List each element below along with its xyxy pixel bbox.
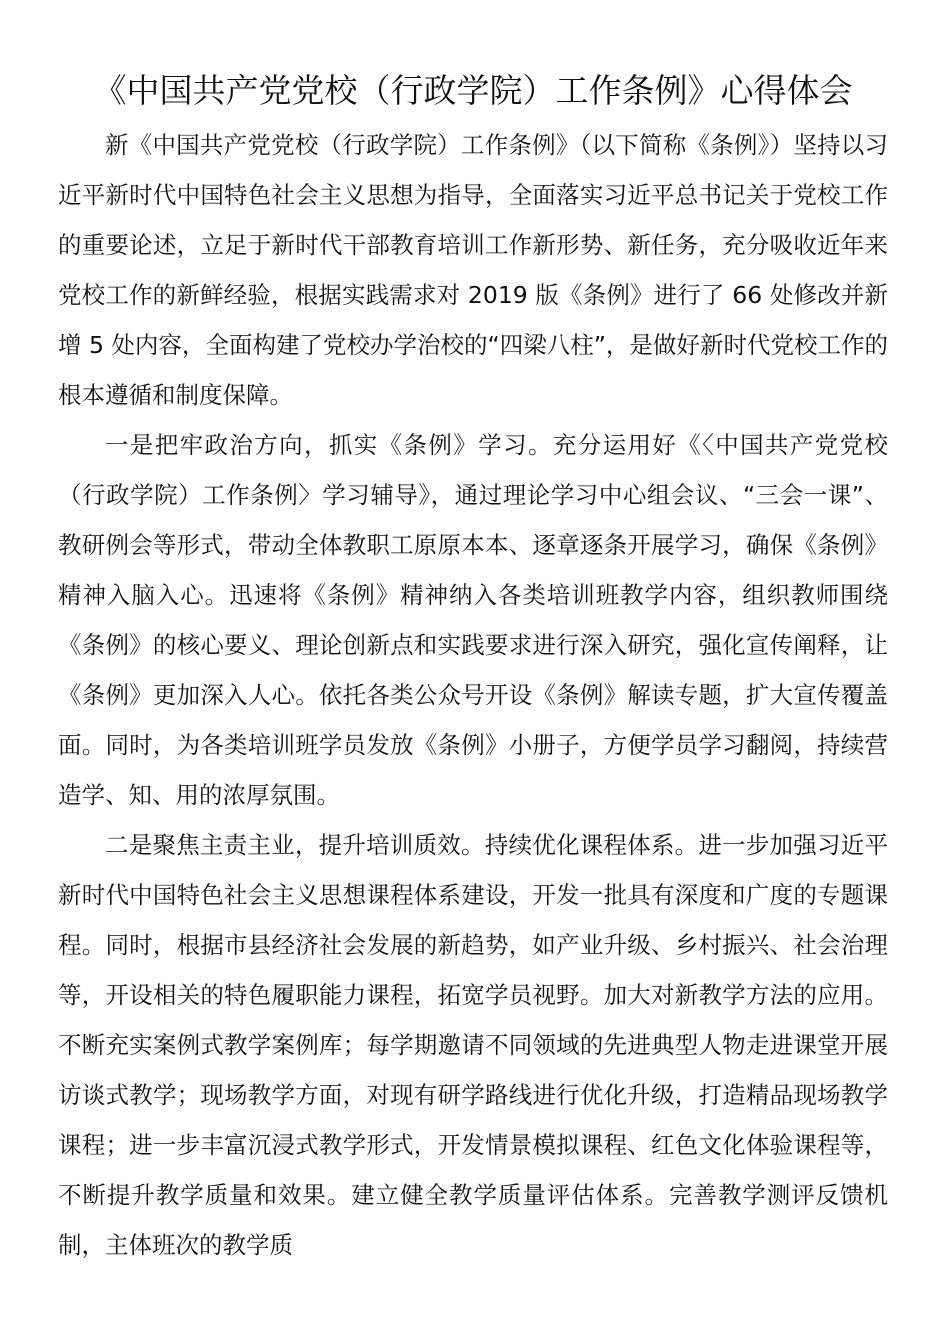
paragraph-point-one: 一是把牢政治方向，抓实《条例》学习。充分运用好《〈中国共产党党校（行政学院）工作条例〉学习辅导》，通过理论学习中心组会议、“三会一课”、教研例会等形式，带动全体教职工原原本本、逐章逐条开展学习，确保《条例》精神入脑入心。迅速将《条例》精神纳入各类培训班教学内容，组织教师围绕《条例》的核心要义、理论创新点和实践要求进行深入研究，强化宣传阐释，让《条例》更加深入人心。依托各类公众号开设《条例》解读专题，扩大宣传覆盖面。同时，为各类培训班学员发放《条例》小册子，方便学员学习翻阅，持续营造学、知、用的浓厚氛围。 xyxy=(58,431,888,809)
document-page xyxy=(58,62,888,1270)
paragraph-point-two: 二是聚焦主责主业，提升培训质效。持续优化课程体系。进一步加强习近平新时代中国特色社会主义思想课程体系建设，开发一批具有深度和广度的专题课程。同时，根据市县经济社会发展的新趋势，如产业升级、乡村振兴、社会治理等，开设相关的特色履职能力课程，拓宽学员视野。加大对新教学方法的应用。不断充实案例式教学案例库；每学期邀请不同领域的先进典型人物走进课堂开展访谈式教学；现场教学方面，对现有研学路线进行优化升级，打造精品现场教学课程；进一步丰富沉浸式教学形式，开发情景模拟课程、红色文化体验课程等，不断提升教学质量和效果。建立健全教学质量评估体系。完善教学测评反馈机制，主体班次的教学质 xyxy=(58,831,888,1259)
paragraph-intro: 新《中国共产党党校（行政学院）工作条例》（以下简称《条例》）坚持以习近平新时代中国特色社会主义思想为指导，全面落实习近平总书记关于党校工作的重要论述，立足于新时代干部教育培训工作新形势、新任务，充分吸收近年来党校工作的新鲜经验，根据实践需求对 2019 版《条例》进行了 66 处修改并新增 5 处内容，全面构建了党校办学治校的“四梁八柱”，是做好新时代党校工作的根本遵循和制度保障。 xyxy=(58,131,888,409)
document-title: 《中国共产党党校（行政学院）工作条例》心得体会 xyxy=(93,71,853,110)
